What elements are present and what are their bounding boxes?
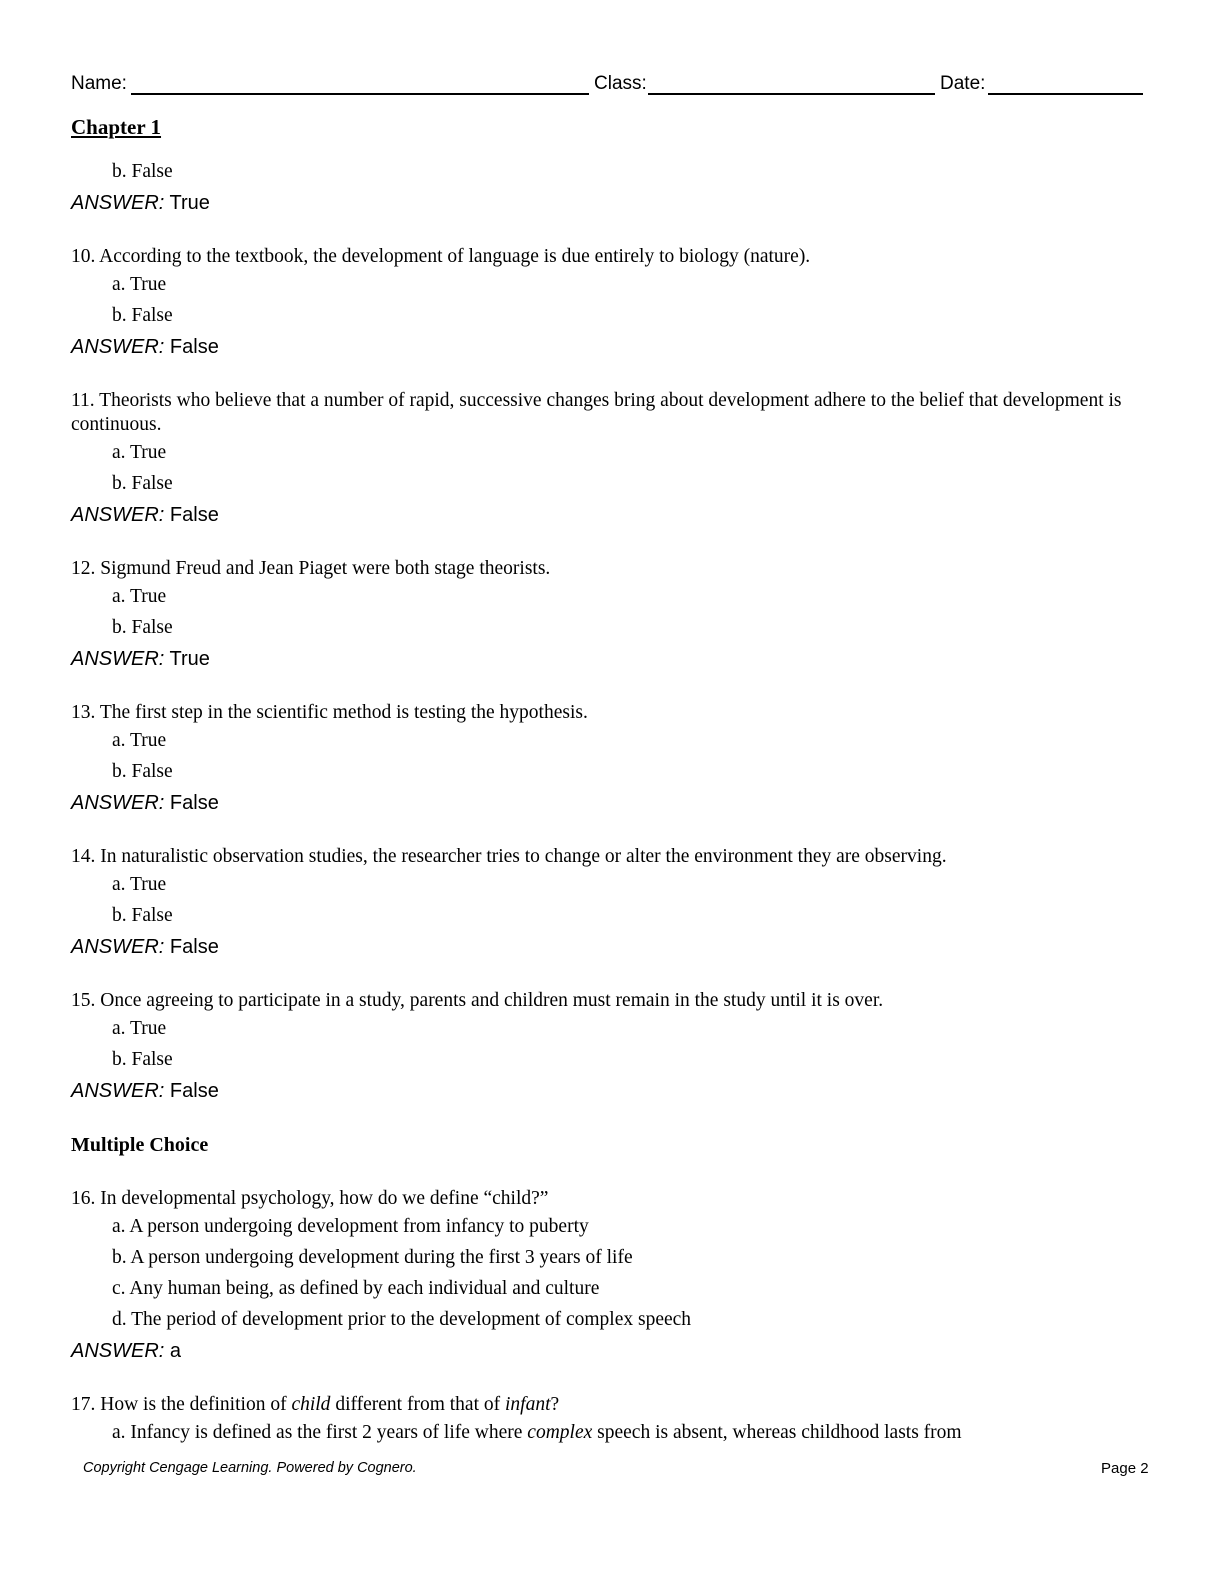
- option-a-prefix: a. Infancy is defined as the first 2 years of life where: [112, 1422, 528, 1443]
- option-b: b. False: [112, 305, 173, 326]
- question-12: [71, 557, 1151, 671]
- term-child: child: [291, 1394, 331, 1415]
- answer: [71, 791, 1151, 815]
- class-label: Class:: [594, 73, 647, 94]
- option-b: b. False: [112, 905, 173, 926]
- question-text: [71, 1393, 1151, 1417]
- footer-page-number: Page 2: [1101, 1460, 1149, 1477]
- option-c: c. Any human being, as defined by each individual and culture: [112, 1278, 600, 1299]
- question-text: 12. Sigmund Freud and Jean Piaget were both stage theorists.: [71, 558, 551, 579]
- question-16: [71, 1187, 1151, 1363]
- question-middle: different from that of: [330, 1394, 505, 1415]
- answer: [71, 647, 1151, 671]
- option-b: b. False: [112, 473, 173, 494]
- answer-value: False: [169, 504, 219, 526]
- answer: [71, 1339, 1151, 1363]
- name-label: Name:: [71, 73, 127, 94]
- answer-label: ANSWER:: [71, 792, 165, 814]
- date-label: Date:: [940, 73, 986, 94]
- worksheet-header: [71, 72, 1143, 96]
- answer: [71, 1079, 1151, 1103]
- answer-label: ANSWER:: [71, 1080, 165, 1102]
- answer: [71, 503, 1151, 527]
- question-13: [71, 701, 1151, 815]
- continuation-answer: [71, 191, 1151, 215]
- answer-value: False: [169, 936, 219, 958]
- question-17: [71, 1393, 1151, 1445]
- option-a: a. True: [112, 274, 167, 295]
- answer-value: True: [169, 648, 210, 670]
- answer: [71, 335, 1151, 359]
- answer-value: a: [169, 1340, 182, 1362]
- questions-content: [71, 160, 1151, 1452]
- question-suffix: ?: [550, 1394, 560, 1415]
- answer-label: ANSWER:: [71, 336, 165, 358]
- answer-value: False: [169, 1080, 219, 1102]
- answer-label: ANSWER:: [71, 1340, 165, 1362]
- answer-label: ANSWER:: [71, 648, 165, 670]
- question-text: 14. In naturalistic observation studies, the researcher tries to change or alter the environment they are observing.: [71, 846, 947, 867]
- option-a: a. True: [112, 586, 167, 607]
- answer-value: True: [169, 192, 210, 214]
- answer-label: ANSWER:: [71, 192, 165, 214]
- answer-label: ANSWER:: [71, 504, 165, 526]
- term-infant: infant: [504, 1394, 551, 1415]
- option-a-emphasis: complex: [527, 1422, 593, 1443]
- answer: [71, 935, 1151, 959]
- question-prefix: 17. How is the definition of: [71, 1394, 292, 1415]
- continuation-option-b: b. False: [112, 161, 173, 182]
- option-b: b. False: [112, 761, 173, 782]
- question-text: 11. Theorists who believe that a number of rapid, successive changes bring about development adhere to the belief that development is continuous.: [71, 390, 1122, 435]
- option-b: b. False: [112, 617, 173, 638]
- chapter-title: Chapter 1: [71, 115, 162, 139]
- option-a: a. A person undergoing development from infancy to puberty: [112, 1216, 589, 1237]
- answer-label: ANSWER:: [71, 936, 165, 958]
- answer-value: False: [169, 792, 219, 814]
- option-b: b. A person undergoing development during the first 3 years of life: [112, 1247, 633, 1268]
- name-blank-line: [131, 93, 589, 95]
- option-a: a. True: [112, 730, 167, 751]
- option-b: b. False: [112, 1049, 173, 1070]
- question-11: [71, 389, 1151, 527]
- option-a: a. True: [112, 442, 167, 463]
- option-a-suffix: speech is absent, whereas childhood lasts from: [592, 1422, 962, 1443]
- option-d: d. The period of development prior to the development of complex speech: [112, 1309, 692, 1330]
- section-heading-multiple-choice: Multiple Choice: [71, 1134, 209, 1156]
- question-text: 15. Once agreeing to participate in a study, parents and children must remain in the study until it is over.: [71, 990, 884, 1011]
- question-15: [71, 989, 1151, 1103]
- question-14: [71, 845, 1151, 959]
- answer-value: False: [169, 336, 219, 358]
- option-a: a. True: [112, 1018, 167, 1039]
- option-a: a. True: [112, 874, 167, 895]
- question-10: [71, 245, 1151, 359]
- option-a: [112, 1421, 1151, 1445]
- question-text: 16. In developmental psychology, how do we define “child?”: [71, 1188, 549, 1209]
- class-blank-line: [648, 93, 935, 95]
- question-text: 10. According to the textbook, the development of language is due entirely to biology (nature).: [71, 246, 811, 267]
- date-blank-line: [988, 93, 1143, 95]
- footer-copyright: Copyright Cengage Learning. Powered by Cognero.: [83, 1460, 417, 1476]
- question-text: 13. The first step in the scientific method is testing the hypothesis.: [71, 702, 588, 723]
